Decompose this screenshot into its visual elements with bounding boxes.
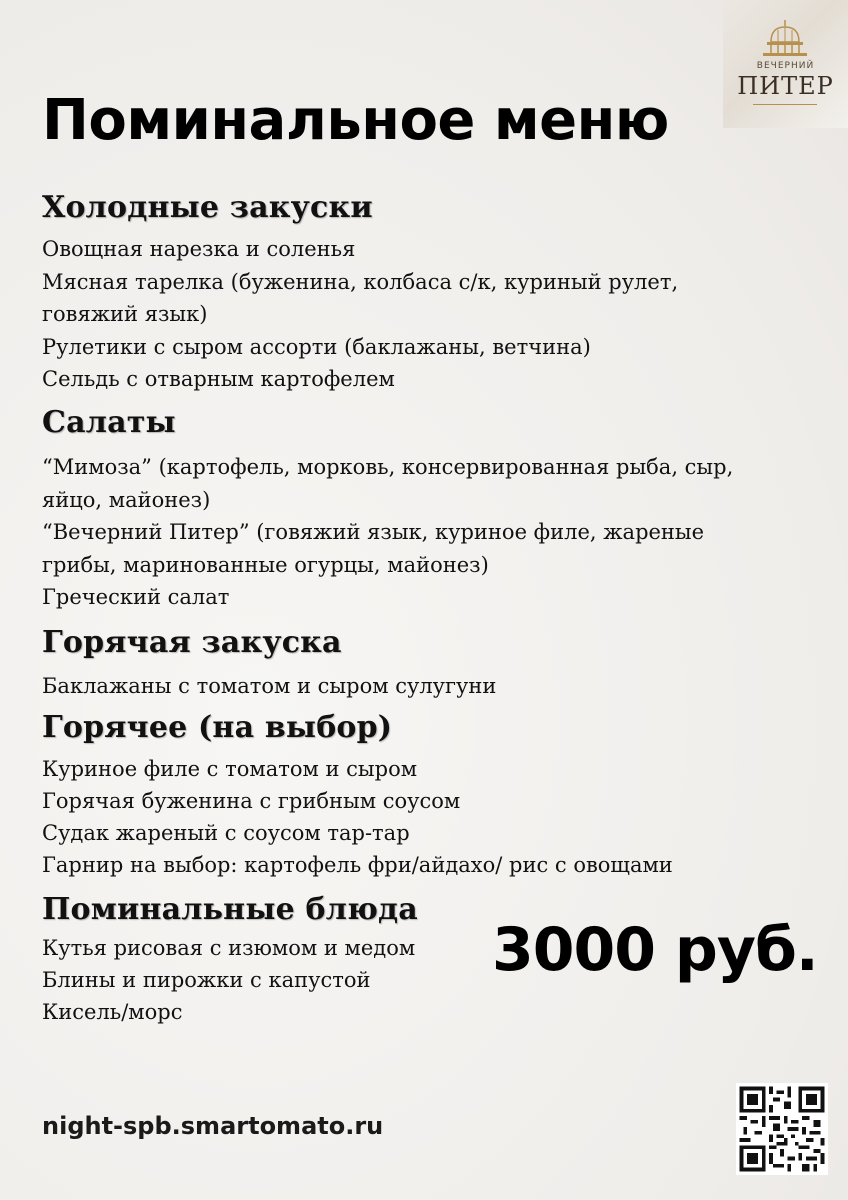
logo-divider [753,104,817,105]
menu-item: Блины и пирожки с капустой [42,968,371,992]
section-heading-cold-appetizers: Холодные закуски [42,190,373,225]
page-title: Поминальное меню [42,88,669,153]
logo-main-text: ПИТЕР [737,72,834,100]
brand-logo [723,0,848,128]
logo-top-text: ВЕЧЕРНИЙ [756,61,815,71]
menu-item: Кутья рисовая с изюмом и медом [42,936,416,960]
menu-item: Судак жареный с соусом тар-тар [42,821,410,845]
menu-item: говяжий язык) [42,302,208,326]
menu-item: Овощная нарезка и соленья [42,237,356,261]
website-link[interactable]: night-spb.smartomato.ru [42,1112,384,1140]
menu-item: Рулетики с сыром ассорти (баклажаны, ветчина) [42,335,591,359]
menu-item: Куриное филе с томатом и сыром [42,757,418,781]
menu-item: Горячая буженина с грибным соусом [42,789,461,813]
section-heading-memorial-dishes: Поминальные блюда [42,892,418,927]
section-heading-hot-appetizer: Горячая закуска [42,625,342,660]
menu-item: Мясная тарелка (буженина, колбаса с/к, куриный рулет, [42,270,679,294]
menu-item: грибы, маринованные огурцы, майонез) [42,553,489,577]
menu-item: яйцо, майонез) [42,488,211,512]
section-heading-salads: Салаты [42,405,176,440]
menu-item: “Мимоза” (картофель, морковь, консервированная рыба, сыр, [42,455,734,479]
menu-item: Баклажаны с томатом и сыром сулугуни [42,674,497,698]
qr-code-icon [736,1083,828,1175]
section-heading-hot-dishes: Горячее (на выбор) [42,710,393,745]
menu-item: Греческий салат [42,585,230,609]
menu-item: Кисель/морс [42,1000,183,1024]
menu-item: “Вечерний Питер” (говяжий язык, куриное филе, жареные [42,520,705,544]
menu-item: Гарнир на выбор: картофель фри/айдахо/ рис с овощами [42,853,673,877]
price-label: 3000 руб. [492,915,818,985]
menu-item: Сельдь с отварным картофелем [42,367,395,391]
dome-icon [757,18,813,58]
